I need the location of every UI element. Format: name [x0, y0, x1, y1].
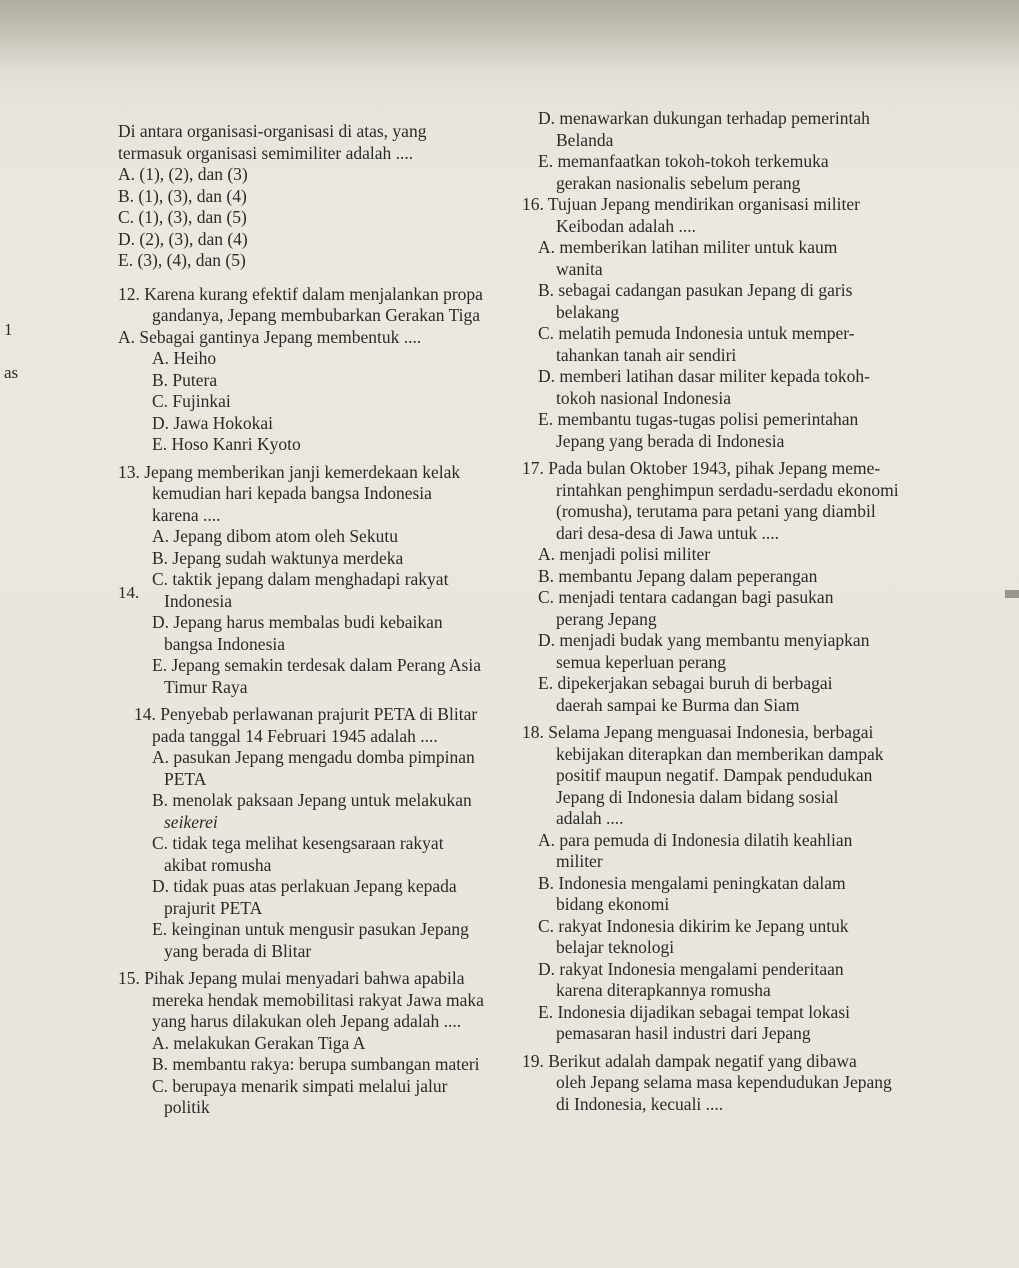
- answer-option: B. menolak paksaan Jepang untuk melakukan: [152, 790, 472, 810]
- answer-option: E. keinginan untuk mengusir pasukan Jepang: [152, 919, 469, 939]
- answer-option: akibat romusha: [164, 854, 272, 875]
- answer-option: C. berupaya menarik simpati melalui jalur: [152, 1075, 448, 1096]
- question-text: 17. Pada bulan Oktober 1943, pihak Jepang meme-: [522, 458, 881, 478]
- answer-option: C. Fujinkai: [152, 391, 231, 411]
- answer-option: B. (1), (3), dan (4): [118, 185, 247, 206]
- answer-option: Jepang yang berada di Indonesia: [556, 430, 785, 451]
- answer-option: politik: [164, 1097, 210, 1117]
- answer-option: perang Jepang: [556, 608, 657, 629]
- answer-option: Timur Raya: [164, 676, 248, 697]
- answer-option: D. (2), (3), dan (4): [118, 228, 248, 249]
- question-text: gandanya, Jepang membubarkan Gerakan Tiga: [152, 305, 481, 325]
- question-text: 12. Karena kurang efektif dalam menjalankan propa: [118, 283, 483, 304]
- answer-option: B. Jepang sudah waktunya merdeka: [152, 547, 404, 568]
- edge-fragment: 1: [4, 320, 13, 339]
- answer-option: gerakan nasionalis sebelum perang: [556, 172, 801, 193]
- answer-option: militer: [556, 851, 603, 871]
- question-text: A. Sebagai gantinya Jepang membentuk ....: [118, 326, 422, 347]
- question-text: rintahkan penghimpun serdadu-serdadu ekonomi: [556, 479, 899, 500]
- answer-option: A. memberikan latihan militer untuk kaum: [538, 237, 838, 257]
- answer-option: prajurit PETA: [164, 897, 263, 918]
- answer-option: D. Jawa Hokokai: [152, 412, 274, 433]
- answer-option: C. (1), (3), dan (5): [118, 207, 247, 227]
- answer-option: Indonesia: [164, 590, 233, 611]
- answer-option: C. rakyat Indonesia dikirim ke Jepang untuk: [538, 915, 849, 936]
- question-text: oleh Jepang selama masa kependudukan Jepang: [556, 1072, 892, 1092]
- answer-option: D. menjadi budak yang membantu menyiapkan: [538, 630, 870, 650]
- question-text: 14. Penyebab perlawanan prajurit PETA di Blitar: [134, 704, 478, 724]
- answer-option: PETA: [164, 768, 207, 789]
- answer-option: seikerei: [164, 811, 218, 832]
- answer-option: C. melatih pemuda Indonesia untuk memper-: [538, 323, 855, 343]
- right-column: [522, 108, 942, 1115]
- answer-option: A. Jepang dibom atom oleh Sekutu: [152, 526, 398, 546]
- answer-option: C. taktik jepang dalam menghadapi rakyat: [152, 569, 449, 589]
- answer-option: A. pasukan Jepang mengadu domba pimpinan: [152, 747, 475, 767]
- question-text: pada tanggal 14 Februari 1945 adalah ....: [152, 725, 438, 746]
- question-text: karena ....: [152, 504, 221, 525]
- question-text: 18. Selama Jepang menguasai Indonesia, berbagai: [522, 722, 874, 742]
- answer-option: D. memberi latihan dasar militer kepada tokoh-: [538, 366, 870, 386]
- question-text: termasuk organisasi semimiliter adalah ....: [118, 142, 414, 163]
- answer-option: belakang: [556, 301, 620, 322]
- question-text: mereka hendak memobilitasi rakyat Jawa maka: [152, 989, 484, 1010]
- question-text: 13. Jepang memberikan janji kemerdekaan kelak: [118, 461, 461, 482]
- answer-option: wanita: [556, 258, 603, 279]
- answer-option: D. Jepang harus membalas budi kebaikan: [152, 612, 443, 632]
- answer-option: A. (1), (2), dan (3): [118, 164, 248, 184]
- answer-option: E. memanfaatkan tokoh-tokoh terkemuka: [538, 151, 829, 171]
- answer-option: D. rakyat Indonesia mengalami penderitaan: [538, 958, 844, 979]
- answer-option: D. tidak puas atas perlakuan Jepang kepada: [152, 876, 457, 896]
- question-text: dari desa-desa di Jawa untuk ....: [556, 522, 780, 543]
- answer-option: belajar teknologi: [556, 937, 675, 957]
- answer-option: semua keperluan perang: [556, 651, 727, 672]
- answer-option: tokoh nasional Indonesia: [556, 387, 731, 408]
- edge-fragment: as: [4, 363, 19, 382]
- question-text: kemudian hari kepada bangsa Indonesia: [152, 483, 432, 503]
- question-text: Keibodan adalah ....: [556, 215, 696, 236]
- answer-option: B. Putera: [152, 369, 218, 390]
- answer-option: C. tidak tega melihat kesengsaraan rakyat: [152, 833, 444, 853]
- answer-option: E. Hoso Kanri Kyoto: [152, 434, 301, 454]
- answer-option: Belanda: [556, 129, 614, 150]
- answer-option: E. (3), (4), dan (5): [118, 250, 246, 270]
- answer-option: E. dipekerjakan sebagai buruh di berbagai: [538, 673, 833, 693]
- spacer: [118, 272, 518, 284]
- answer-option: bidang ekonomi: [556, 894, 670, 914]
- question-text: adalah ....: [556, 808, 624, 828]
- question-text: Di antara organisasi-organisasi di atas, yang: [118, 121, 427, 141]
- page-shadow: [0, 0, 1019, 70]
- answer-option: E. Indonesia dijadikan sebagai tempat lokasi: [538, 1001, 850, 1022]
- question-text: positif maupun negatif. Dampak pendudukan: [556, 765, 873, 785]
- question-text: 15. Pihak Jepang mulai menyadari bahwa apabila: [118, 968, 465, 988]
- answer-option: B. membantu Jepang dalam peperangan: [538, 565, 818, 586]
- answer-option: pemasaran hasil industri dari Jepang: [556, 1023, 811, 1043]
- answer-option: B. Indonesia mengalami peningkatan dalam: [538, 872, 846, 893]
- page-edge-mark: [1005, 590, 1019, 598]
- question-text: yang harus dilakukan oleh Jepang adalah ....: [152, 1011, 462, 1031]
- answer-option: E. membantu tugas-tugas polisi pemerintahan: [538, 409, 859, 429]
- answer-option: A. para pemuda di Indonesia dilatih keahlian: [538, 829, 853, 850]
- answer-option: yang berada di Blitar: [164, 940, 312, 961]
- answer-option: B. sebagai cadangan pasukan Jepang di garis: [538, 280, 853, 300]
- answer-option: A. melakukan Gerakan Tiga A: [152, 1032, 366, 1053]
- left-column: [118, 121, 518, 1119]
- answer-option: E. Jepang semakin terdesak dalam Perang Asia: [152, 655, 481, 675]
- answer-option: tahankan tanah air sendiri: [556, 344, 737, 365]
- answer-option: A. menjadi polisi militer: [538, 544, 711, 564]
- answer-option: A. Heiho: [152, 348, 217, 368]
- question-text: 19. Berikut adalah dampak negatif yang dibawa: [522, 1050, 857, 1071]
- answer-option: C. menjadi tentara cadangan bagi pasukan: [538, 587, 834, 607]
- edge-fragment: 14.: [118, 583, 140, 602]
- answer-option: daerah sampai ke Burma dan Siam: [556, 694, 800, 715]
- question-text: Jepang di Indonesia dalam bidang sosial: [556, 786, 839, 807]
- question-text: (romusha), terutama para petani yang diambil: [556, 501, 876, 521]
- answer-option: bangsa Indonesia: [164, 633, 286, 654]
- answer-option: B. membantu rakya: berupa sumbangan materi: [152, 1054, 480, 1074]
- answer-option: D. menawarkan dukungan terhadap pemerintah: [538, 108, 870, 128]
- question-text: kebijakan diterapkan dan memberikan dampak: [556, 743, 884, 764]
- question-text: di Indonesia, kecuali ....: [556, 1093, 724, 1114]
- answer-option: karena diterapkannya romusha: [556, 980, 771, 1000]
- question-text: 16. Tujuan Jepang mendirikan organisasi militer: [522, 194, 860, 214]
